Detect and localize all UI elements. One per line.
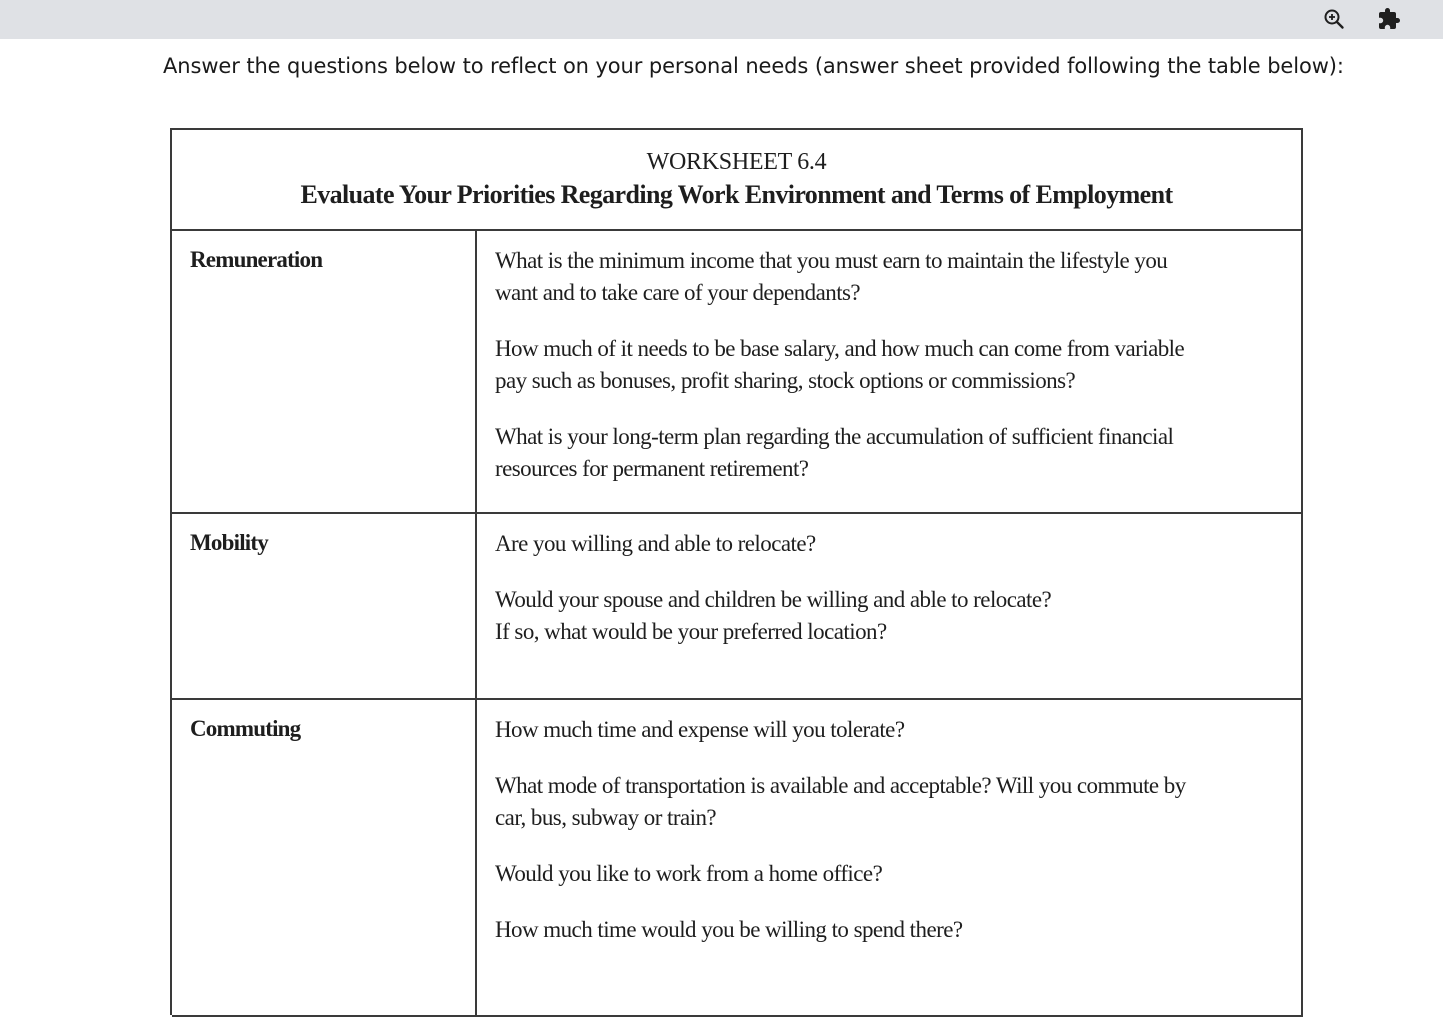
- table-row-mobility: [172, 514, 1303, 700]
- zoom-in-icon: [1323, 8, 1345, 30]
- category-label: Commuting: [190, 716, 301, 741]
- question-list: [495, 714, 1285, 970]
- question: How much of it needs to be base salary, and how much can come from variable pay such as bonuses, profit sharing, stock options or commissions?: [495, 336, 1185, 393]
- question-list: [495, 245, 1285, 509]
- extensions-button[interactable]: [1374, 4, 1404, 34]
- table-row-commuting: [172, 700, 1303, 1017]
- viewer-toolbar: [0, 0, 1443, 39]
- question: How much time would you be willing to spend there?: [495, 917, 963, 942]
- worksheet-header: [172, 130, 1301, 231]
- question: Are you willing and able to relocate?: [495, 531, 816, 556]
- column-divider: [475, 231, 477, 512]
- zoom-in-button[interactable]: [1319, 4, 1349, 34]
- question: How much time and expense will you tolerate?: [495, 717, 905, 742]
- column-divider: [475, 514, 477, 698]
- question: Would your spouse and children be willing and able to relocate? If so, what would be your preferred location?: [495, 587, 1052, 644]
- column-divider: [475, 700, 477, 1015]
- question: What mode of transportation is available and acceptable? Will you commute by car, bus, subway or train?: [495, 773, 1186, 830]
- question: What is the minimum income that you must earn to maintain the lifestyle you want and to take care of your dependants?: [495, 248, 1168, 305]
- category-label: Mobility: [190, 530, 268, 555]
- intro-instructions: Answer the questions below to reflect on your personal needs (answer sheet provided following the table below):: [163, 54, 1344, 78]
- worksheet-table: [170, 128, 1303, 1015]
- puzzle-piece-icon: [1377, 7, 1401, 31]
- question: Would you like to work from a home office?: [495, 861, 883, 886]
- table-row-remuneration: [172, 231, 1303, 514]
- category-label: Remuneration: [190, 247, 323, 272]
- worksheet-number: WORKSHEET 6.4: [646, 149, 827, 175]
- question-list: [495, 528, 1285, 672]
- worksheet-title: Evaluate Your Priorities Regarding Work Environment and Terms of Employment: [300, 180, 1173, 209]
- question: What is your long-term plan regarding the accumulation of sufficient financial resources for permanent retirement?: [495, 424, 1174, 481]
